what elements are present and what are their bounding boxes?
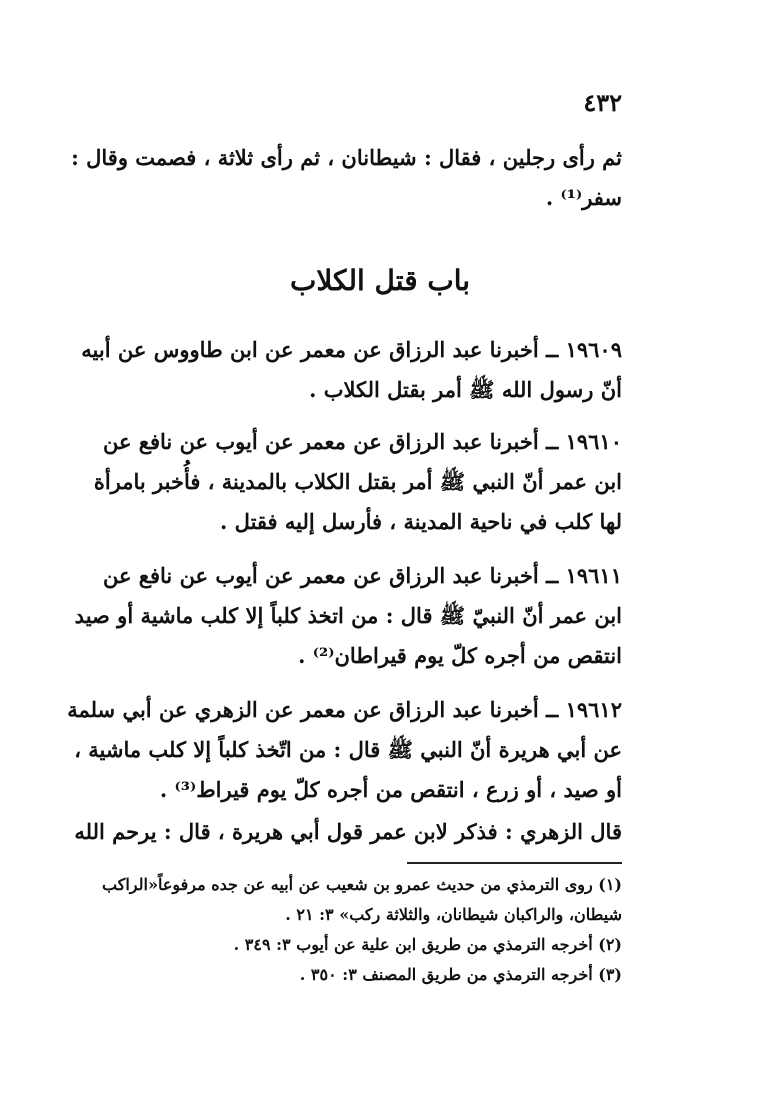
hadith-line: ١٩٦١١ ــ أخبرنا عبد الرزاق عن معمر عن أيوب عن نافع عن — [102, 563, 622, 588]
zuhri-comment — [74, 812, 622, 852]
hadith-19610 — [93, 422, 622, 542]
footnote-line: (٢) أخرجه الترمذي من طريق ابن علية عن أيوب ٣: ٣٤٩ . — [233, 935, 622, 954]
hadith-line: ١٩٦١٠ ــ أخبرنا عبد الرزاق عن معمر عن أيوب عن نافع عن — [102, 429, 622, 454]
intro-line: سفر⁽¹⁾ . — [545, 185, 622, 210]
hadith-line: ١٩٦٠٩ ــ أخبرنا عبد الرزاق عن معمر عن ابن طاووس عن أبيه — [81, 337, 622, 362]
page-number: ٤٣٢ — [583, 88, 622, 117]
hadith-line: أنّ رسول الله ﷺ أمر بقتل الكلاب . — [309, 377, 622, 402]
chapter-title: باب قتل الكلاب — [289, 264, 471, 297]
footnote-divider — [407, 862, 622, 864]
intro-line: ثم رأى رجلين ، فقال : شيطانان ، ثم رأى ثلاثة ، فصمت وقال : — [71, 145, 622, 170]
footnotes — [102, 870, 622, 990]
hadith-line: لها كلب في ناحية المدينة ، فأرسل إليه فقتل . — [220, 509, 622, 534]
intro-paragraph — [71, 138, 622, 218]
footnote-line: (١) روى الترمذي من حديث عمرو بن شعيب عن أبيه عن جده مرفوعاً«الراكب — [102, 875, 622, 894]
hadith-19609 — [81, 330, 622, 410]
hadith-line: قال الزهري : فذكر لابن عمر قول أبي هريرة ، قال : يرحم الله — [74, 819, 622, 844]
hadith-line: ابن عمر أنّ النبيّ ﷺ قال : من اتخذ كلباً إلا كلب ماشية أو صيد — [74, 603, 622, 628]
hadith-line: ١٩٦١٢ ــ أخبرنا عبد الرزاق عن معمر عن الزهري عن أبي سلمة — [67, 697, 622, 722]
hadith-line: عن أبي هريرة أنّ النبي ﷺ قال : من اتّخذ كلباً إلا كلب ماشية ، — [74, 737, 622, 762]
hadith-line: انتقص من أجره كلّ يوم قيراطان⁽²⁾ . — [298, 643, 622, 668]
footnote-line: شيطان، والراكبان شيطانان، والثلاثة ركب» ٣: ٢١ . — [285, 905, 622, 924]
hadith-line: أو صيد ، أو زرع ، انتقص من أجره كلّ يوم قيراط⁽³⁾ . — [159, 777, 622, 802]
hadith-19611 — [74, 556, 622, 676]
hadith-19612 — [67, 690, 622, 810]
footnote-line: (٣) أخرجه الترمذي من طريق المصنف ٣: ٣٥٠ . — [299, 965, 622, 984]
hadith-line: ابن عمر أنّ النبي ﷺ أمر بقتل الكلاب بالمدينة ، فأُخبر بامرأة — [93, 469, 622, 494]
